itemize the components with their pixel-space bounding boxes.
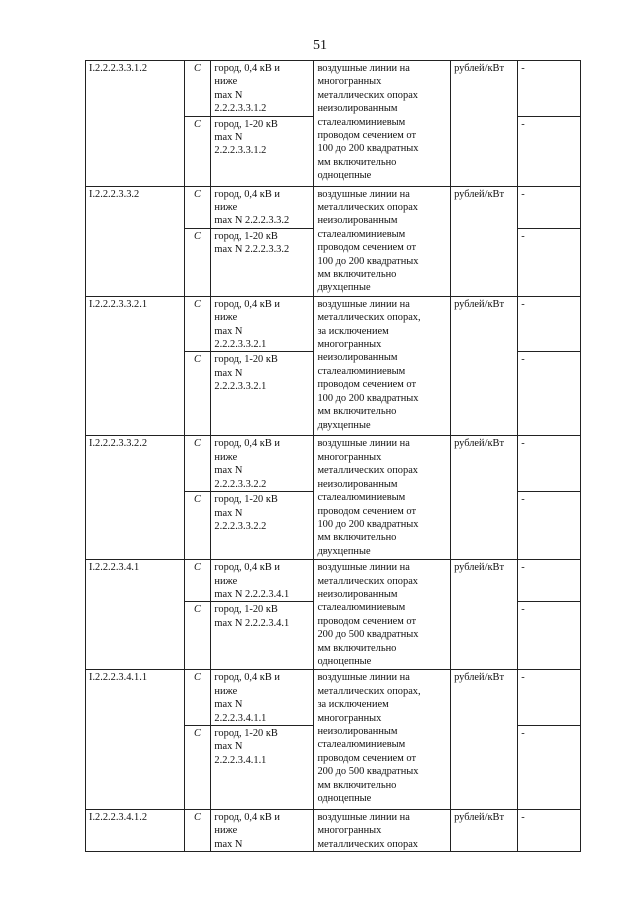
condition-line: ниже: [214, 451, 238, 463]
value-cell: -: [518, 809, 581, 851]
value-cell: -: [518, 492, 581, 560]
category-letter: С: [184, 228, 211, 296]
description-line: 100 до 200 квадратных: [317, 255, 419, 267]
condition-line: город, 0,4 кВ и: [214, 438, 280, 450]
condition-line: 2.2.2.3.4.1.1: [214, 754, 267, 766]
description-line: проводом сечением от: [317, 505, 417, 517]
description-line: многогранных: [317, 712, 382, 724]
category-letter: С: [184, 61, 211, 117]
value-cell: -: [518, 61, 581, 117]
row-code: I.2.2.2.3.4.1: [86, 560, 185, 670]
condition-cell: [211, 670, 314, 726]
condition-line: 2.2.2.3.3.2.1: [214, 381, 267, 393]
tariff-table: [85, 60, 581, 852]
value-cell: -: [518, 436, 581, 492]
description-line: сталеалюминиевым: [317, 365, 406, 377]
condition-line: 2.2.2.3.3.2.1: [214, 339, 267, 351]
description-line: проводом сечением от: [317, 752, 417, 764]
condition-line: max N: [214, 325, 243, 337]
unit-cell: рублей/кВт: [451, 670, 518, 810]
condition-line: город, 0,4 кВ и: [214, 63, 280, 74]
description-line: металлических опорах: [317, 202, 419, 214]
condition-line: город, 1-20 кВ: [214, 494, 278, 506]
value-cell: -: [518, 186, 581, 228]
description-line: одноцепные: [317, 655, 372, 667]
description-line: мм включительно: [317, 642, 397, 654]
condition-line: 2.2.2.3.3.2.2: [214, 520, 267, 532]
description-line: неизолированным: [317, 215, 398, 227]
description-line: за исключением: [317, 325, 389, 337]
condition-line: max N: [214, 507, 243, 519]
condition-line: город, 1-20 кВ: [214, 354, 278, 366]
condition-line: город, 0,4 кВ и: [214, 562, 280, 574]
description-line: 200 до 500 квадратных: [317, 766, 419, 778]
value-cell: -: [518, 560, 581, 602]
condition-line: город, 0,4 кВ и: [214, 188, 280, 200]
description-line: многогранных: [317, 339, 382, 351]
description-line: сталеалюминиевым: [317, 602, 406, 614]
condition-cell: [211, 602, 314, 670]
condition-line: max N: [214, 132, 243, 144]
description-line: сталеалюминиевым: [317, 116, 406, 128]
description-line: проводом сечением от: [317, 242, 417, 254]
condition-line: max N 2.2.2.3.3.2: [214, 244, 290, 256]
description-cell: [314, 186, 451, 296]
category-letter: С: [184, 352, 211, 436]
condition-cell: [211, 725, 314, 809]
description-line: 200 до 500 квадратных: [317, 629, 419, 641]
unit-cell: рублей/кВт: [451, 296, 518, 436]
table-row: [86, 809, 581, 851]
description-line: воздушные линии на: [317, 188, 410, 200]
description-line: воздушные линии на: [317, 672, 410, 684]
description-line: 100 до 200 квадратных: [317, 518, 419, 530]
category-letter: С: [184, 492, 211, 560]
description-line: воздушные линии на: [317, 63, 410, 74]
category-letter: С: [184, 436, 211, 492]
condition-line: max N: [214, 741, 243, 753]
description-line: проводом сечением от: [317, 130, 417, 142]
description-cell: [314, 296, 451, 436]
category-letter: С: [184, 560, 211, 602]
condition-line: max N: [214, 465, 243, 477]
description-line: за исключением: [317, 699, 389, 711]
condition-line: город, 1-20 кВ: [214, 118, 278, 130]
condition-line: max N: [214, 89, 243, 101]
description-line: 100 до 200 квадратных: [317, 143, 419, 155]
description-line: неизолированным: [317, 588, 398, 600]
description-cell: [314, 436, 451, 560]
value-cell: -: [518, 296, 581, 352]
description-line: металлических опорах: [317, 465, 419, 477]
value-cell: -: [518, 228, 581, 296]
condition-line: max N: [214, 367, 243, 379]
description-cell: [314, 61, 451, 187]
category-letter: С: [184, 809, 211, 851]
table-row: [86, 436, 581, 492]
description-line: воздушные линии на: [317, 298, 410, 310]
condition-line: 2.2.2.3.4.1.1: [214, 712, 267, 724]
category-letter: С: [184, 602, 211, 670]
description-cell: [314, 670, 451, 810]
condition-line: город, 1-20 кВ: [214, 727, 278, 739]
description-line: проводом сечением от: [317, 379, 417, 391]
row-code: I.2.2.2.3.3.2: [86, 186, 185, 296]
condition-line: max N: [214, 699, 243, 711]
description-line: металлических опорах,: [317, 685, 421, 697]
description-line: неизолированным: [317, 103, 398, 115]
condition-line: ниже: [214, 202, 238, 214]
condition-cell: [211, 560, 314, 602]
value-cell: -: [518, 602, 581, 670]
unit-cell: рублей/кВт: [451, 61, 518, 187]
condition-line: 2.2.2.3.3.1.2: [214, 103, 267, 115]
description-line: двухцепные: [317, 282, 371, 294]
condition-cell: [211, 116, 314, 186]
description-line: мм включительно: [317, 779, 397, 791]
category-letter: С: [184, 186, 211, 228]
row-code: I.2.2.2.3.3.1.2: [86, 61, 185, 187]
description-line: одноцепные: [317, 792, 372, 804]
row-code: I.2.2.2.3.4.1.2: [86, 809, 185, 851]
condition-cell: [211, 492, 314, 560]
condition-line: max N 2.2.2.3.4.1: [214, 588, 290, 600]
condition-line: 2.2.2.3.3.1.2: [214, 145, 267, 157]
condition-cell: [211, 186, 314, 228]
page-number: 51: [313, 38, 327, 53]
condition-cell: [211, 61, 314, 117]
description-line: металлических опорах: [317, 838, 419, 850]
description-line: мм включительно: [317, 156, 397, 168]
description-line: двухцепные: [317, 419, 371, 431]
description-line: 100 до 200 квадратных: [317, 392, 419, 404]
description-line: многогранных: [317, 76, 382, 88]
value-cell: -: [518, 116, 581, 186]
description-line: двухцепные: [317, 545, 371, 557]
description-line: неизолированным: [317, 478, 398, 490]
condition-line: ниже: [214, 312, 238, 324]
unit-cell: рублей/кВт: [451, 186, 518, 296]
value-cell: -: [518, 352, 581, 436]
description-line: неизолированным: [317, 352, 398, 364]
condition-line: ниже: [214, 575, 238, 587]
condition-cell: [211, 436, 314, 492]
description-line: сталеалюминиевым: [317, 492, 406, 504]
condition-line: max N 2.2.2.3.3.2: [214, 215, 290, 227]
category-letter: С: [184, 296, 211, 352]
description-line: металлических опорах,: [317, 312, 421, 324]
description-line: многогранных: [317, 451, 382, 463]
condition-cell: [211, 228, 314, 296]
description-line: мм включительно: [317, 269, 397, 281]
condition-line: город, 0,4 кВ и: [214, 811, 280, 823]
description-line: воздушные линии на: [317, 811, 410, 823]
description-line: неизолированным: [317, 725, 398, 737]
condition-line: max N 2.2.2.3.4.1: [214, 617, 290, 629]
condition-cell: [211, 296, 314, 352]
condition-cell: [211, 809, 314, 851]
description-line: металлических опорах: [317, 575, 419, 587]
table-row: [86, 61, 581, 117]
description-line: проводом сечением от: [317, 615, 417, 627]
condition-line: 2.2.2.3.3.2.2: [214, 478, 267, 490]
description-line: металлических опорах: [317, 89, 419, 101]
description-line: одноцепные: [317, 170, 372, 182]
description-line: воздушные линии на: [317, 562, 410, 574]
value-cell: -: [518, 670, 581, 726]
category-letter: С: [184, 725, 211, 809]
description-line: воздушные линии на: [317, 438, 410, 450]
condition-line: ниже: [214, 76, 238, 88]
unit-cell: рублей/кВт: [451, 809, 518, 851]
value-cell: -: [518, 725, 581, 809]
condition-line: город, 0,4 кВ и: [214, 672, 280, 684]
condition-line: ниже: [214, 685, 238, 697]
description-cell: [314, 809, 451, 851]
category-letter: С: [184, 670, 211, 726]
description-line: многогранных: [317, 825, 382, 837]
row-code: I.2.2.2.3.3.2.1: [86, 296, 185, 436]
description-line: мм включительно: [317, 532, 397, 544]
description-cell: [314, 560, 451, 670]
description-line: сталеалюминиевым: [317, 228, 406, 240]
condition-line: город, 0,4 кВ и: [214, 298, 280, 310]
condition-line: город, 1-20 кВ: [214, 230, 278, 242]
description-line: сталеалюминиевым: [317, 739, 406, 751]
condition-line: город, 1-20 кВ: [214, 604, 278, 616]
condition-line: ниже: [214, 825, 238, 837]
table-row: [86, 560, 581, 602]
condition-cell: [211, 352, 314, 436]
table-row: [86, 296, 581, 352]
unit-cell: рублей/кВт: [451, 436, 518, 560]
condition-line: max N: [214, 838, 243, 850]
description-line: мм включительно: [317, 406, 397, 418]
table-row: [86, 186, 581, 228]
unit-cell: рублей/кВт: [451, 560, 518, 670]
category-letter: С: [184, 116, 211, 186]
row-code: I.2.2.2.3.3.2.2: [86, 436, 185, 560]
row-code: I.2.2.2.3.4.1.1: [86, 670, 185, 810]
table-row: [86, 670, 581, 726]
